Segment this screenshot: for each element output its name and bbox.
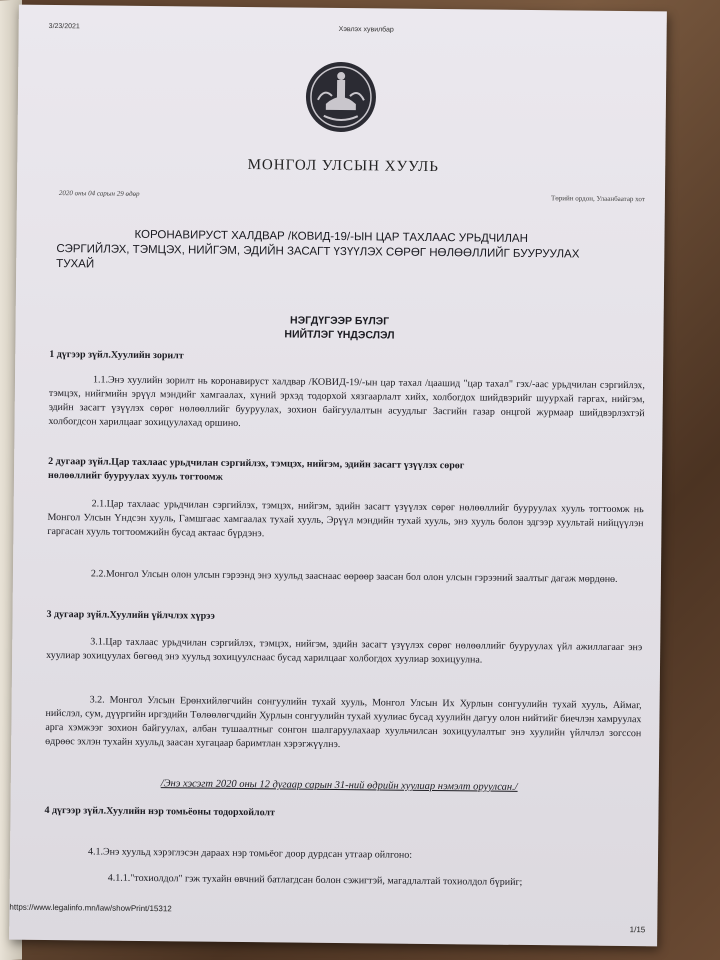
article-2-heading: 2 дугаар зүйл.Цар тахлаас урьдчилан сэргийлэх, тэмцэх, нийгэм, эдийн засагт үзүүлэх сөрөг нөлөөллийг бууруулах хууль тогтоомж <box>47 455 465 483</box>
paragraph-3-2: 3.2. Монгол Улсын Ерөнхийлөгчийн сонгуулийн тухай хууль, Монгол Улсын Их Хурлын сонгуулийн тухай хууль, Аймаг, нийслэл, сум, дүүргийн иргэдийн Төлөөлөгчдийн Хурлын сонгуулийн тухай хуулиас бусад хуулийн дагуу олон нийтийг биечлэн хамруулах арга хэмжээг зохион байгуулах, албан тушаалтныг сонгон шалгаруулахаар хуульчилсан зохицуулалтыг энэ хуулийн үйлчлэл зогссон өдрөөс эхлэн тухайн хуульд заасан хугацаар баримтлан хэрэгжүүлнэ. <box>45 694 642 751</box>
page-number: 1/15 <box>629 925 646 935</box>
document-title-line: ТУХАЙ <box>56 258 95 271</box>
print-date: 3/23/2021 <box>48 22 80 31</box>
chapter-heading <box>15 311 663 346</box>
paragraph-4-1: 4.1.Энэ хуульд хэрэглэсэн дараах нэр томьёог доор дурдсан утгаар ойлгоно: <box>87 846 413 861</box>
chapter-number: НЭГДҮГЭЭР БҮЛЭГ <box>290 314 390 328</box>
paragraph-1-1: 1.1.Энэ хуулийн зорилт нь коронавируст халдвар /КОВИД-19/-ын цар тахал /цаашид "цар тахал" гэх/-аас урьдчилан сэргийлэх, тэмцэх, нийгмийн эрүүл мэндийг хамгаалах, хүний эрхэд тодорхой хязгаарлалт хийх, холбогдох шийдвэрийг шуурхай гаргах, нийгэм, эдийн засагт үзүүлэх сөрөг нөлөөллийг бууруулах, зохион байгуулалтын асуудлыг Засгийн газар онцгой журмаар шийдвэрлэхтэй холбогдсон харилцааг зохицуулахад оршино. <box>48 374 646 429</box>
paragraph-3-1: 3.1.Цар тахлаас урьдчилан сэргийлэх, тэмцэх, нийгэм, эдийн засагт үзүүлэх сөрөг нөлөөллийг бууруулах үйл ажиллагааг энэ хуулиар зохицуулах бөгөөд энэ хуульд зохицуулснаас бусад харилцааг холбогдох хуулиар зохицуулна. <box>46 636 643 666</box>
print-version-label: Хэвлэх хувилбар <box>338 25 394 34</box>
document-title-line: СЭРГИЙЛЭХ, ТЭМЦЭХ, НИЙГЭМ, ЭДИЙН ЗАСАГТ ҮЗҮҮЛЭХ СӨРӨГ НӨЛӨӨЛЛИЙГ БУУРУУЛАХ <box>56 243 580 261</box>
law-title: МОНГОЛ УЛСЫН ХУУЛЬ <box>247 157 439 176</box>
article-3-heading: 3 дугаар зүйл.Хуулийн үйлчлэх хүрээ <box>46 608 215 622</box>
source-url: https://www.legalinfo.mn/law/showPrint/15312 <box>9 902 172 914</box>
adoption-place: Төрийн ордон, Улаанбаатар хот <box>550 194 645 204</box>
document-title-line: КОРОНАВИРУСТ ХАЛДВАР /КОВИД-19/-ЫН ЦАР ТАХЛААС УРЬДЧИЛАН <box>134 228 529 245</box>
paragraph-4-1-1: 4.1.1."тохиолдол" гэж тухайн өвчний батлагдсан болон сэжигтэй, магадлалтай тохиолдол бүрийг; <box>107 872 523 888</box>
paragraph-2-2: 2.2.Монгол Улсын олон улсын гэрээнд энэ хуульд зааснаас өөрөөр заасан бол олон улсын гэрээний заалтыг дагаж мөрдөнө. <box>90 568 618 585</box>
document-page <box>9 5 667 947</box>
adoption-date: 2020 оны 04 сарын 29 өдөр <box>58 189 140 198</box>
article-4-heading: 4 дүгээр зүйл.Хуулийн нэр томьёоны тодорхойлолт <box>44 804 276 819</box>
paragraph-2-1: 2.1.Цар тахлаас урьдчилан сэргийлэх, тэмцэх, нийгэм, эдийн засагт үзүүлэх сөрөг нөлөөллийг бууруулах хууль тогтоомж нь Монгол Улсын Үндсэн хууль, Гамшгаас хамгаалах тухай хууль, Эрүүл мэндийн тухай хууль, энэ хууль болон эдгээр хуультай нийцүүлэн гаргасан хууль тогтоомжийн бусад актаас бүрдэнэ. <box>47 498 644 540</box>
chapter-name: НИЙТЛЭГ ҮНДЭСЛЭЛ <box>284 328 395 342</box>
document-title <box>56 227 616 278</box>
article-1-heading: 1 дүгээр зүйл.Хуулийн зорилт <box>49 348 184 362</box>
soyombo-state-emblem-icon <box>304 60 379 135</box>
amendment-note: /Энэ хэсэгт 2020 оны 12 дугаар сарын 31-ний өдрийн хуулиар нэмэлт оруулсан./ <box>160 778 518 793</box>
